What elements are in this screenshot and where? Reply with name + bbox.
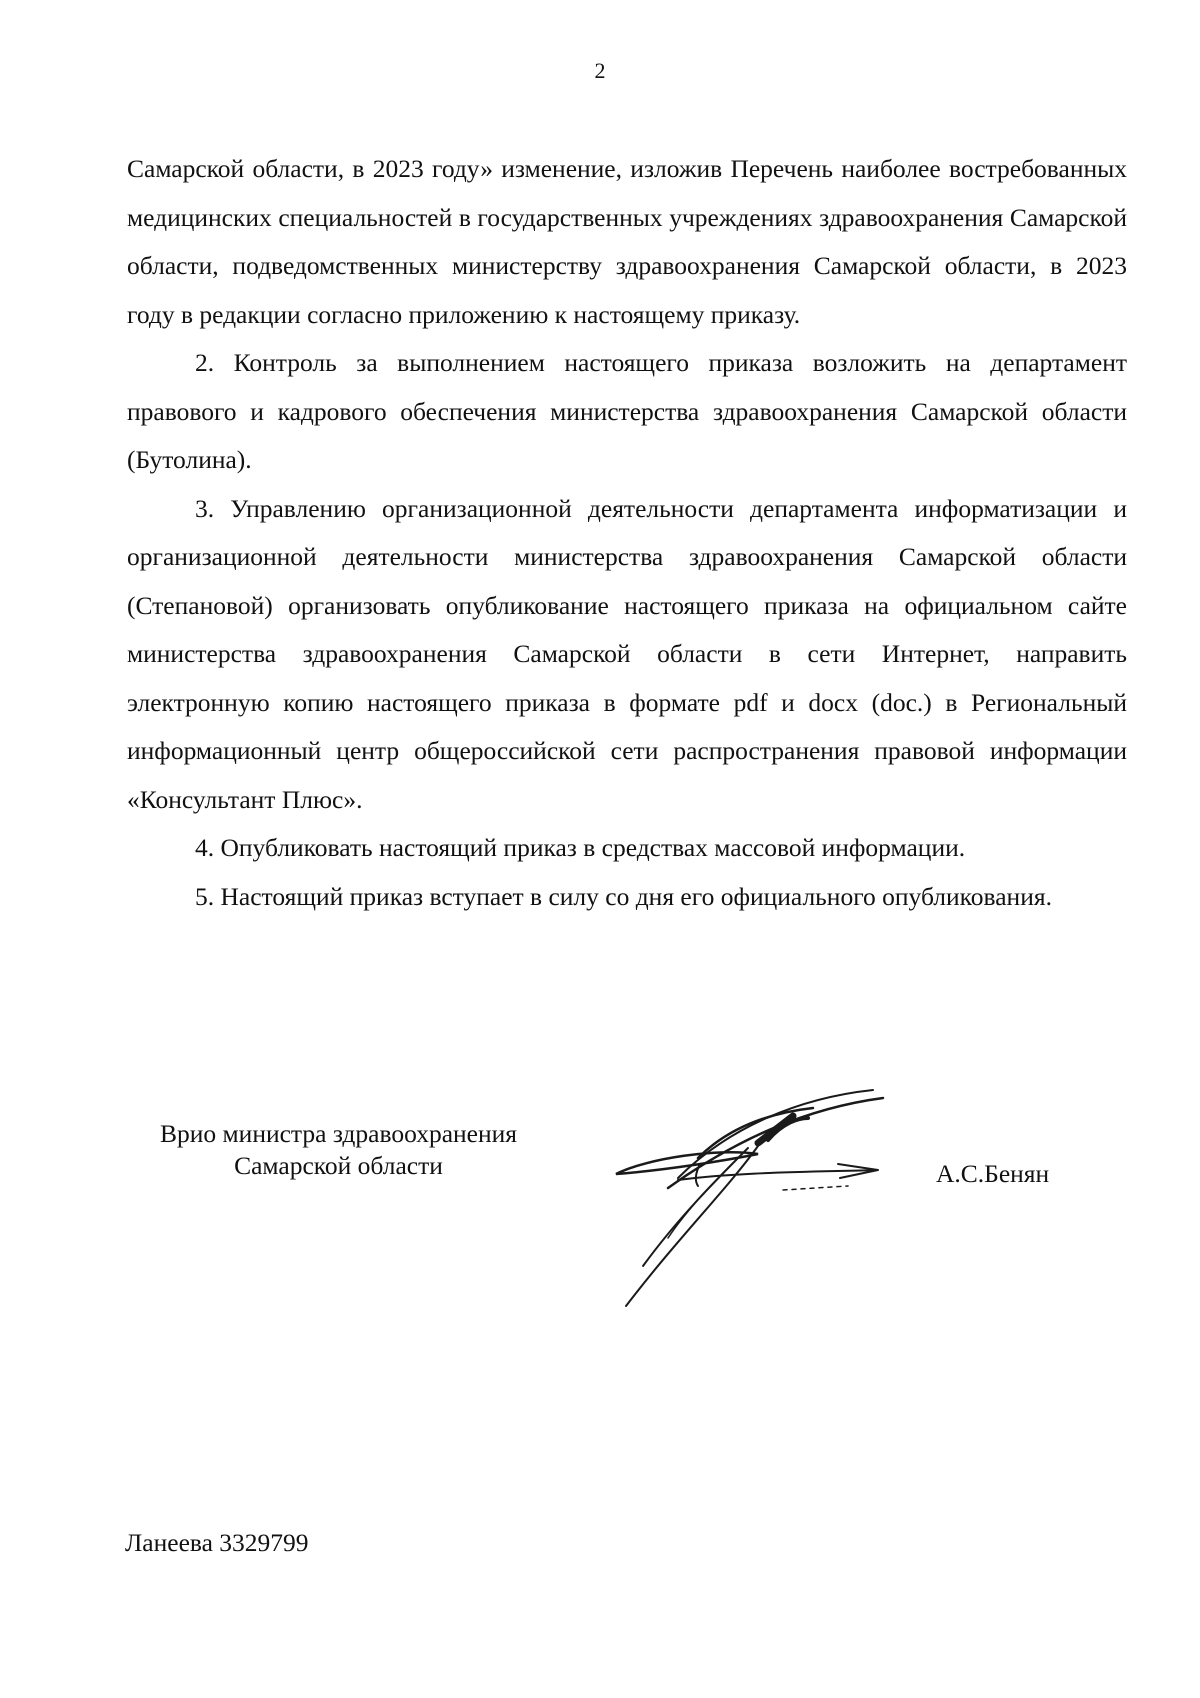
signatory-position-line-1: Врио министра здравоохранения <box>160 1119 518 1148</box>
paragraph-3: 3. Управлению организационной деятельности департамента информатизации и организационной деятельности министерства здравоохранения Самарской области (Степановой) организовать опубликование настоящего приказа на официальном сайте министерства здравоохранения Самарской области в сети Интернет, направить электронную копию настоящего приказа в формате pdf и docx (doc.) в Региональный информационный центр общероссийской сети распространения правовой информации «Консультант Плюс». <box>127 493 1127 814</box>
page-number: 2 <box>594 58 606 83</box>
document-body <box>127 145 1127 921</box>
signatory-position <box>160 1118 517 1182</box>
paragraph-5: 5. Настоящий приказ вступает в силу со дня его официального опубликования. <box>195 881 1052 911</box>
signatory-position-line-2: Самарской области <box>234 1151 443 1180</box>
paragraph-1: Самарской области, в 2023 году» изменение, изложив Перечень наиболее востребованных медицинских специальностей в государственных учреждениях здравоохранения Самарской области, подведомственных министерству здравоохранения Самарской области, в 2023 году в редакции согласно приложению к настоящему приказу. <box>127 154 1127 329</box>
signer-name: А.С.Бенян <box>936 1159 1050 1188</box>
paragraph-2: 2. Контроль за выполнением настоящего приказа возложить на департамент правового и кадрового обеспечения министерства здравоохранения Самарской области (Бутолина). <box>127 348 1127 474</box>
paragraph-4: 4. Опубликовать настоящий приказ в средствах массовой информации. <box>195 833 966 862</box>
handwritten-signature <box>608 1088 928 1308</box>
executor-contact: Ланеева 3329799 <box>125 1528 309 1557</box>
